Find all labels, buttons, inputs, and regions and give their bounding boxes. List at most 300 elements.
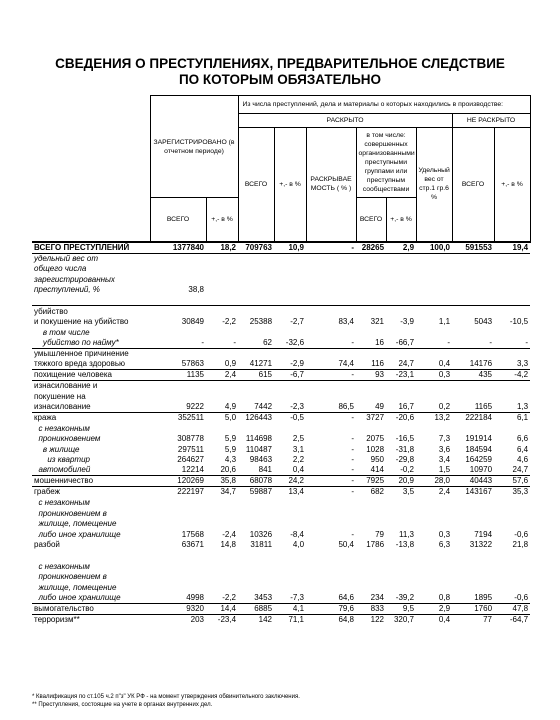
row-value — [356, 572, 386, 583]
row-value: 3453 — [254, 592, 273, 602]
row-value — [306, 306, 356, 317]
table-row — [32, 285, 530, 296]
row-value: 28,0 — [416, 476, 452, 487]
row-value: 24,7 — [398, 359, 415, 369]
row-value — [306, 508, 356, 519]
row-value — [356, 582, 386, 593]
page-title-line1: СВЕДЕНИЯ О ПРЕСТУПЛЕНИЯХ, ПРЕДВАРИТЕЛЬНОЕ СЛЕДСТВИЕ — [55, 56, 505, 71]
table-row — [32, 242, 530, 254]
header-of-number: Из числа преступлений, дела и материалы о которых находились в производстве: — [238, 96, 530, 114]
row-value — [274, 327, 306, 338]
row-value: 0,3 — [438, 529, 451, 539]
row-value: 1,1 — [438, 317, 451, 327]
row-value — [306, 391, 356, 402]
row-value — [274, 295, 306, 306]
row-value — [238, 381, 274, 392]
row-value: 24,2 — [274, 476, 306, 487]
row-value — [150, 306, 206, 317]
row-label: тяжкого вреда здоровью — [34, 359, 126, 369]
row-value: 5,0 — [206, 412, 238, 423]
row-value — [452, 285, 494, 296]
row-label: терроризм** — [32, 614, 150, 625]
table-row — [32, 572, 530, 583]
row-value — [386, 572, 416, 583]
row-value — [386, 264, 416, 275]
page-title-line2: ПО КОТОРЫМ ОБЯЗАТЕЛЬНО — [178, 72, 382, 87]
row-value: - — [351, 455, 355, 465]
row-value — [452, 264, 494, 275]
table-row — [32, 348, 530, 359]
row-value — [238, 253, 274, 264]
row-value — [274, 306, 306, 317]
row-value: 7925 — [356, 476, 386, 487]
row-value — [274, 381, 306, 392]
row-value — [150, 264, 206, 275]
row-value — [206, 391, 238, 402]
row-value: 13,4 — [274, 487, 306, 498]
row-value — [494, 519, 530, 530]
row-value: -20,6 — [386, 412, 416, 423]
row-value: 2,9 — [416, 603, 452, 614]
row-value: 49 — [375, 401, 385, 411]
header-organized: в том числе: совершенных организованными преступными группами или преступным сообществами — [356, 128, 416, 198]
table-row — [32, 529, 530, 540]
row-value: 164259 — [465, 455, 493, 465]
row-value — [206, 253, 238, 264]
table-row — [32, 476, 530, 487]
row-value: -29,8 — [395, 455, 415, 465]
header-registered-total: ВСЕГО — [150, 198, 206, 242]
row-value: 0,8 — [438, 592, 451, 602]
row-value: 7,3 — [438, 434, 451, 444]
row-value — [452, 550, 494, 561]
table-row — [32, 444, 530, 455]
row-value — [494, 306, 530, 317]
row-value — [416, 253, 452, 264]
row-value: -0,6 — [514, 592, 529, 602]
row-label: вымогательство — [32, 603, 150, 614]
row-value — [238, 264, 274, 275]
row-value — [452, 582, 494, 593]
row-value: -0,5 — [274, 412, 306, 423]
table-row — [32, 465, 530, 476]
row-label: в том числе — [34, 327, 90, 337]
row-label: преступлений, % — [34, 285, 100, 295]
row-value: - — [351, 337, 355, 347]
row-value — [274, 391, 306, 402]
row-value: 1,3 — [516, 401, 529, 411]
row-value: 2,4 — [416, 487, 452, 498]
row-value — [386, 381, 416, 392]
row-value — [238, 391, 274, 402]
row-value — [206, 550, 238, 561]
header-registered-change: +,- в % — [206, 198, 238, 242]
row-value — [150, 423, 206, 434]
row-value: 2075 — [366, 434, 385, 444]
row-value — [150, 295, 206, 306]
row-value — [386, 582, 416, 593]
row-label: с незаконным — [34, 498, 90, 508]
row-value — [274, 508, 306, 519]
row-label: проникновением в — [34, 572, 107, 582]
row-value — [238, 327, 274, 338]
row-value: -10,5 — [509, 317, 529, 327]
row-value — [306, 285, 356, 296]
row-value: -2,4 — [222, 529, 237, 539]
row-value — [238, 497, 274, 508]
row-value — [416, 561, 452, 572]
table-row — [32, 497, 530, 508]
table-body — [32, 242, 530, 626]
row-value — [356, 348, 386, 359]
row-value — [494, 381, 530, 392]
row-value — [306, 264, 356, 275]
row-value: 615 — [238, 370, 274, 381]
row-value: 1028 — [366, 444, 385, 454]
row-value: 6,6 — [516, 434, 529, 444]
row-value: - — [201, 337, 204, 347]
row-value: -0,6 — [514, 529, 529, 539]
row-value — [356, 306, 386, 317]
row-value — [274, 264, 306, 275]
header-share: Удельный вес от стр.1 гр.6 % — [416, 128, 452, 242]
row-value: -7,3 — [290, 592, 305, 602]
row-value — [238, 508, 274, 519]
row-value: 41271 — [249, 359, 273, 369]
row-value: 6885 — [238, 603, 274, 614]
row-value — [238, 550, 274, 561]
row-value: 28265 — [356, 242, 386, 254]
header-unsolved-change: +,- в % — [494, 128, 530, 242]
row-value — [452, 327, 494, 338]
row-value — [494, 582, 530, 593]
row-value — [306, 348, 356, 359]
row-value — [494, 572, 530, 583]
row-label: удельный вес от — [34, 253, 98, 263]
row-value — [416, 391, 452, 402]
row-label: кража — [32, 412, 150, 423]
row-value: - — [306, 476, 356, 487]
table-row — [32, 550, 530, 561]
row-value — [150, 327, 206, 338]
row-value: -39,2 — [395, 592, 415, 602]
row-value — [306, 582, 356, 593]
row-value — [386, 519, 416, 530]
table-row — [32, 370, 530, 381]
row-value: 116 — [371, 359, 385, 369]
row-value — [494, 391, 530, 402]
row-label: либо иное хранилище — [34, 529, 121, 539]
row-value: 1786 — [366, 540, 385, 550]
row-value — [452, 423, 494, 434]
row-value — [206, 582, 238, 593]
row-label: похищение человека — [32, 370, 150, 381]
row-value — [206, 264, 238, 275]
row-value — [206, 327, 238, 338]
row-value: - — [351, 444, 355, 454]
row-value — [452, 561, 494, 572]
row-value: 50,4 — [338, 540, 355, 550]
row-value: -4,2 — [494, 370, 530, 381]
row-value — [452, 295, 494, 306]
row-value — [150, 497, 206, 508]
row-value: -32,6 — [285, 337, 305, 347]
footnote-1: * Квалификация по ст.105 ч.2 п"з" УК РФ - на момент утверждения обвинительного заключения. — [32, 694, 300, 700]
row-value — [306, 295, 356, 306]
footnote-2: ** Преступления, состоящие на учете в органах внутренних дел. — [32, 702, 213, 708]
header-blank — [32, 96, 150, 242]
row-value — [494, 264, 530, 275]
row-value — [306, 381, 356, 392]
row-value: 841 — [258, 465, 273, 475]
row-value: 21,8 — [512, 540, 529, 550]
row-value: 321 — [370, 317, 385, 327]
row-value: - — [306, 487, 356, 498]
row-value — [150, 582, 206, 593]
row-value: 83,4 — [338, 317, 355, 327]
row-label: проникновением — [34, 434, 101, 444]
row-value: 12214 — [181, 465, 204, 475]
row-label: ВСЕГО ПРЕСТУПЛЕНИЙ — [32, 242, 150, 254]
row-value — [238, 285, 274, 296]
row-value — [150, 274, 206, 285]
row-value — [274, 550, 306, 561]
row-value: 0,9 — [224, 359, 237, 369]
row-value: 4,1 — [274, 603, 306, 614]
row-value — [416, 274, 452, 285]
row-value — [306, 327, 356, 338]
row-value — [494, 423, 530, 434]
row-label: зарегистрированных — [34, 274, 115, 284]
row-value: -13,8 — [395, 540, 415, 550]
row-label: покушение на — [34, 391, 86, 401]
table-row — [32, 253, 530, 264]
row-value: 2,2 — [292, 455, 305, 465]
row-value: 2,4 — [206, 370, 238, 381]
row-value — [274, 561, 306, 572]
row-value: -23,4 — [206, 614, 238, 625]
row-value: - — [306, 370, 356, 381]
row-value: 0,2 — [438, 401, 451, 411]
row-value: 35,3 — [494, 487, 530, 498]
row-value: -64,7 — [494, 614, 530, 625]
row-value: 77 — [452, 614, 494, 625]
table-row — [32, 487, 530, 498]
row-value — [452, 274, 494, 285]
row-value — [274, 274, 306, 285]
row-value — [356, 264, 386, 275]
row-value: -2,2 — [222, 317, 237, 327]
row-value: - — [306, 242, 356, 254]
row-label: с незаконным — [34, 423, 90, 433]
row-value — [150, 572, 206, 583]
row-value: 682 — [356, 487, 386, 498]
row-value: 62 — [263, 337, 273, 347]
table-row — [32, 423, 530, 434]
row-value: 57,6 — [494, 476, 530, 487]
row-value — [150, 381, 206, 392]
row-value — [494, 327, 530, 338]
row-value — [274, 423, 306, 434]
row-value: 40443 — [452, 476, 494, 487]
row-value: 14,8 — [220, 540, 237, 550]
row-value: - — [306, 412, 356, 423]
row-value — [206, 348, 238, 359]
table-row — [32, 561, 530, 572]
row-value: 203 — [150, 614, 206, 625]
row-value — [494, 285, 530, 296]
row-label — [32, 295, 150, 306]
row-value: 1165 — [474, 401, 493, 411]
row-value — [306, 550, 356, 561]
row-value: 38,8 — [188, 285, 204, 295]
row-value: 10970 — [469, 465, 493, 475]
row-value — [494, 295, 530, 306]
row-value — [416, 264, 452, 275]
row-value: 120269 — [150, 476, 206, 487]
row-value: 14176 — [469, 359, 493, 369]
row-value — [452, 508, 494, 519]
row-label: изнасилование — [34, 401, 91, 411]
row-value: - — [525, 337, 529, 347]
row-value: -6,7 — [274, 370, 306, 381]
row-value: -31,8 — [395, 444, 415, 454]
row-value: 17568 — [181, 529, 204, 539]
crime-statistics-table — [32, 95, 531, 625]
row-value: 0,4 — [416, 614, 452, 625]
row-value: 297511 — [177, 444, 204, 454]
row-value — [150, 253, 206, 264]
row-value: 4,6 — [516, 455, 529, 465]
row-value — [150, 508, 206, 519]
row-value — [238, 295, 274, 306]
row-value — [452, 348, 494, 359]
row-value: 126443 — [238, 412, 274, 423]
row-value — [386, 561, 416, 572]
row-value: 950 — [370, 455, 385, 465]
row-value: 1760 — [452, 603, 494, 614]
row-value: 14,4 — [206, 603, 238, 614]
row-value — [356, 561, 386, 572]
row-value: 34,7 — [206, 487, 238, 498]
row-value — [386, 306, 416, 317]
table-row — [32, 519, 530, 530]
row-value: 63671 — [181, 540, 204, 550]
table-row — [32, 434, 530, 445]
row-value: 3,6 — [438, 444, 451, 454]
table-row — [32, 614, 530, 625]
row-value — [386, 348, 416, 359]
row-value: 64,8 — [306, 614, 356, 625]
row-value — [238, 572, 274, 583]
table-row — [32, 593, 530, 604]
table-row — [32, 264, 530, 275]
row-value — [238, 561, 274, 572]
row-value — [494, 550, 530, 561]
row-value — [206, 572, 238, 583]
row-value: 122 — [356, 614, 386, 625]
row-value: -0,2 — [400, 465, 415, 475]
row-value — [386, 497, 416, 508]
row-label: убийство — [32, 306, 150, 317]
row-value — [356, 550, 386, 561]
row-value — [356, 423, 386, 434]
row-value: 110487 — [245, 444, 273, 454]
row-value — [416, 572, 452, 583]
table-row — [32, 274, 530, 285]
row-label — [32, 550, 150, 561]
row-label: автомобилей — [34, 465, 91, 475]
row-value: 222197 — [150, 487, 206, 498]
row-value: - — [351, 434, 355, 444]
row-value: 79,6 — [306, 603, 356, 614]
row-label: мошенничество — [32, 476, 150, 487]
row-value — [386, 274, 416, 285]
row-value: 7442 — [254, 401, 273, 411]
row-value: 0,4 — [438, 359, 451, 369]
row-label: с незаконным — [34, 561, 90, 571]
row-value — [416, 295, 452, 306]
row-value: - — [351, 465, 355, 475]
row-value — [150, 550, 206, 561]
row-value — [416, 423, 452, 434]
row-value: 114698 — [245, 434, 273, 444]
row-label: в жилище — [34, 444, 80, 454]
row-value: 7194 — [474, 529, 493, 539]
row-value: 19,4 — [494, 242, 530, 254]
row-value: 320,7 — [386, 614, 416, 625]
table-row — [32, 327, 530, 338]
row-value — [494, 274, 530, 285]
row-value — [150, 348, 206, 359]
table-row — [32, 338, 530, 349]
row-value: - — [233, 337, 237, 347]
row-value — [416, 582, 452, 593]
row-value — [238, 274, 274, 285]
row-value: 13,2 — [416, 412, 452, 423]
row-value: 6,4 — [516, 444, 529, 454]
row-value: 59887 — [238, 487, 274, 498]
row-value: 68078 — [238, 476, 274, 487]
row-value: 0,3 — [416, 370, 452, 381]
row-value: 4,0 — [292, 540, 305, 550]
row-value: 24,7 — [512, 465, 529, 475]
row-value: 709763 — [238, 242, 274, 254]
row-value — [274, 348, 306, 359]
row-value: -2,3 — [290, 401, 305, 411]
row-value: 0,4 — [292, 465, 305, 475]
row-value — [206, 295, 238, 306]
row-value — [494, 508, 530, 519]
row-value — [356, 508, 386, 519]
row-value: 5,9 — [224, 444, 237, 454]
row-value — [206, 519, 238, 530]
row-value: - — [447, 337, 451, 347]
row-value: 222184 — [452, 412, 494, 423]
row-value: 31322 — [469, 540, 493, 550]
row-value: 9,5 — [386, 603, 416, 614]
table-row — [32, 391, 530, 402]
header-solved-total: ВСЕГО — [238, 128, 274, 242]
row-label: общего числа — [34, 264, 87, 274]
row-value: 191914 — [465, 434, 493, 444]
row-value — [206, 381, 238, 392]
row-value: 234 — [370, 592, 385, 602]
row-value — [356, 381, 386, 392]
row-value: 18,2 — [206, 242, 238, 254]
row-value: 3,5 — [386, 487, 416, 498]
table-row — [32, 508, 530, 519]
